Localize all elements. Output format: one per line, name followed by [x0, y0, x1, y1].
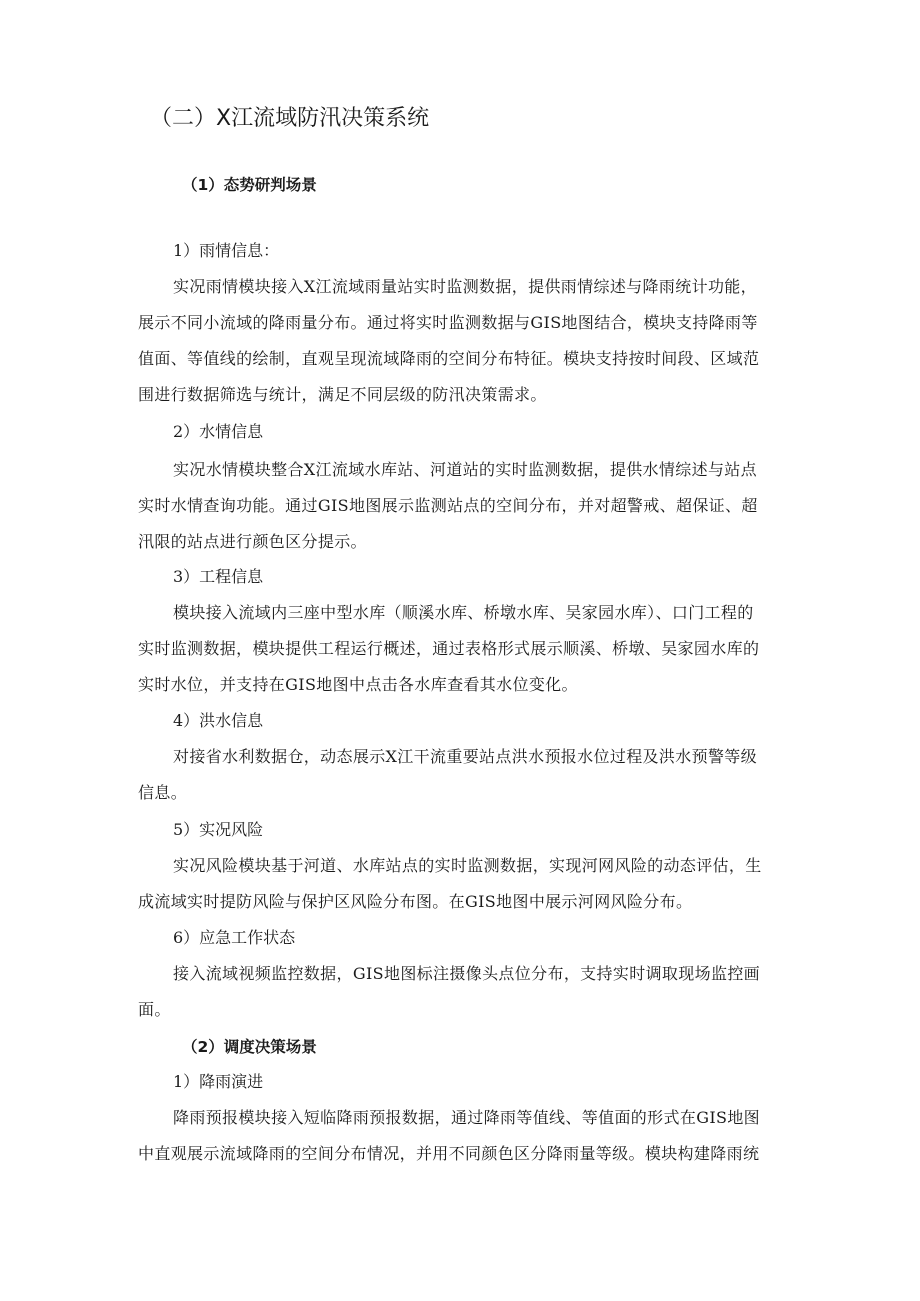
paragraph-line: 围进行数据筛选与统计，满足不同层级的防汛决策需求。: [138, 385, 547, 404]
paragraph: [138, 739, 784, 811]
subsection-heading: 1）雨情信息：: [173, 241, 280, 260]
subsection-heading: 4）洪水信息: [173, 711, 264, 730]
paragraph: [138, 1100, 784, 1172]
paragraph-line: 面。: [138, 1000, 171, 1019]
paragraph-line: 对接省水利数据仓，动态展示X江干流重要站点洪水预报水位过程及洪水预警等级: [173, 747, 757, 766]
paragraph-line: 实时监测数据，模块提供工程运行概述，通过表格形式展示顺溪、桥墩、吴家园水库的: [138, 639, 760, 658]
subsection-heading: 5）实况风险: [173, 820, 264, 839]
paragraph-line: 信息。: [138, 783, 188, 802]
paragraph: [138, 269, 784, 413]
paragraph-line: 实时水情查询功能。通过GIS地图展示监测站点的空间分布，并对超警戒、超保证、超: [138, 496, 758, 515]
paragraph: [138, 956, 784, 1028]
subsection-heading: 2）水情信息: [173, 422, 264, 441]
subsection-heading: 1）降雨演进: [173, 1072, 264, 1091]
subsection-heading: 3）工程信息: [173, 567, 264, 586]
subsection-heading: 6）应急工作状态: [173, 928, 296, 947]
paragraph: [138, 848, 784, 920]
paragraph: [138, 452, 784, 560]
paragraph-line: 展示不同小流域的降雨量分布。通过将实时监测数据与GIS地图结合，模块支持降雨等: [138, 313, 758, 332]
paragraph-line: 模块接入流域内三座中型水库（顺溪水库、桥墩水库、吴家园水库）、口门工程的: [173, 603, 754, 622]
section-heading: （1）态势研判场景: [182, 176, 317, 194]
paragraph-line: 实时水位，并支持在GIS地图中点击各水库查看其水位变化。: [138, 675, 578, 694]
paragraph-line: 成流域实时提防风险与保护区风险分布图。在GIS地图中展示河网风险分布。: [138, 892, 693, 911]
section-heading: （2）调度决策场景: [182, 1038, 317, 1056]
paragraph-line: 汛限的站点进行颜色区分提示。: [138, 532, 367, 551]
paragraph-line: 接入流域视频监控数据，GIS地图标注摄像头点位分布，支持实时调取现场监控画: [173, 964, 761, 983]
paragraph-line: 降雨预报模块接入短临降雨预报数据，通过降雨等值线、等值面的形式在GIS地图: [173, 1108, 761, 1127]
page-title: （二）X江流域防汛决策系统: [150, 106, 430, 131]
paragraph-line: 值面、等值线的绘制，直观呈现流域降雨的空间分布特征。模块支持按时间段、区域范: [138, 349, 760, 368]
paragraph-line: 中直观展示流域降雨的空间分布情况，并用不同颜色区分降雨量等级。模块构建降雨统: [138, 1144, 760, 1163]
paragraph-line: 实况风险模块基于河道、水库站点的实时监测数据，实现河网风险的动态评估，生: [173, 856, 762, 875]
paragraph-line: 实况水情模块整合X江流域水库站、河道站的实时监测数据，提供水情综述与站点: [173, 460, 757, 479]
paragraph: [138, 595, 784, 703]
paragraph-line: 实况雨情模块接入X江流域雨量站实时监测数据，提供雨情综述与降雨统计功能，: [173, 277, 757, 296]
